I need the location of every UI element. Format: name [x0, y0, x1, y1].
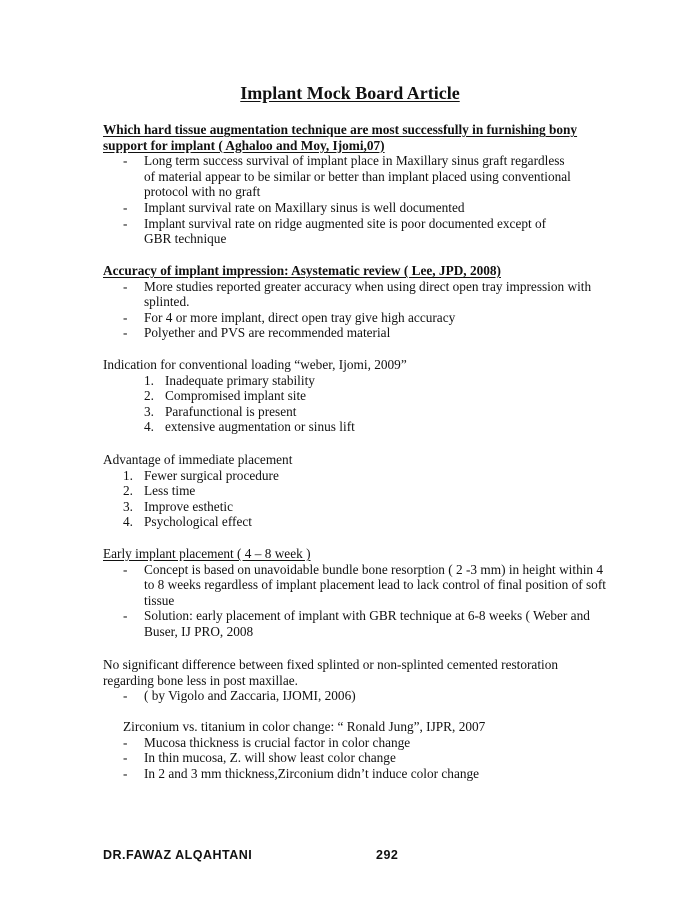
- list-item: [103, 325, 613, 341]
- dash-bullet: -: [123, 325, 128, 341]
- footer-page-number: 292: [376, 848, 399, 862]
- section-heading-line: support for implant ( Aghaloo and Moy, Ijomi,07): [103, 137, 385, 153]
- list-number: 2.: [144, 388, 154, 404]
- list-number: 2.: [123, 483, 133, 499]
- list-item: [103, 514, 623, 530]
- dash-bullet: -: [123, 561, 128, 577]
- dash-bullet: -: [123, 199, 128, 215]
- footer-author: DR.FAWAZ ALQAHTANI: [103, 848, 253, 862]
- dash-bullet: -: [123, 608, 128, 624]
- page-title: Implant Mock Board Article: [240, 83, 460, 103]
- list-item: [103, 468, 623, 484]
- dash-bullet: -: [123, 688, 128, 704]
- list-number: 4.: [123, 514, 133, 530]
- section-heading: [103, 122, 623, 153]
- list-number: 3.: [123, 498, 133, 514]
- section-zirconium-vs-titanium: [103, 719, 623, 781]
- list-item: [103, 153, 573, 200]
- dash-bullet: -: [123, 734, 128, 750]
- dash-bullet: -: [123, 215, 128, 231]
- list-item-text: Polyether and PVS are recommended material: [144, 325, 391, 341]
- list-number: 4.: [144, 419, 154, 435]
- list-number: 1.: [144, 372, 154, 388]
- list-item: [103, 200, 573, 216]
- list-item: [103, 310, 613, 326]
- section-heading: Advantage of immediate placement: [103, 452, 293, 467]
- bullet-list: [103, 279, 613, 341]
- list-item-text: Compromised implant site: [165, 388, 307, 404]
- list-item: [103, 279, 613, 310]
- section-heading: Zirconium vs. titanium in color change: “ Ronald Jung”, IJPR, 2007: [123, 719, 486, 734]
- list-item: [103, 562, 613, 609]
- list-number: 1.: [123, 467, 133, 483]
- dash-bullet: -: [123, 750, 128, 766]
- section-immediate-placement: [103, 452, 623, 530]
- list-item-text: Fewer surgical procedure: [144, 467, 279, 483]
- numbered-list: [103, 373, 623, 435]
- bullet-list: [103, 735, 623, 782]
- list-item-text: Implant survival rate on ridge augmented site is poor documented except of GBR technique: [144, 215, 547, 247]
- dash-bullet: -: [123, 278, 128, 294]
- list-item-text: Parafunctional is present: [165, 403, 297, 419]
- list-item-text: Long term success survival of implant place in Maxillary sinus graft regardless of material appear to be similar or better than implant placed using conventional protocol with no graft: [144, 153, 571, 200]
- list-item: [103, 419, 623, 435]
- list-item: [103, 216, 573, 247]
- list-item-text: Less time: [144, 483, 196, 499]
- list-item: [103, 388, 623, 404]
- list-item-text: In thin mucosa, Z. will show least color change: [144, 750, 396, 766]
- list-item: [103, 735, 623, 751]
- list-item-text: Inadequate primary stability: [165, 372, 315, 388]
- list-item: [103, 373, 623, 389]
- list-item-text: For 4 or more implant, direct open tray give high accuracy: [144, 309, 456, 325]
- list-item: [103, 608, 613, 639]
- list-item-text: In 2 and 3 mm thickness,Zirconium didn’t induce color change: [144, 765, 480, 781]
- list-item: [103, 483, 623, 499]
- dash-bullet: -: [123, 765, 128, 781]
- section-conventional-loading: [103, 357, 623, 435]
- bullet-list: [103, 562, 613, 640]
- list-item-text: Implant survival rate on Maxillary sinus is well documented: [144, 199, 465, 215]
- list-item-text: More studies reported greater accuracy when using direct open tray impression with splinted.: [144, 278, 592, 310]
- section-heading-line: Which hard tissue augmentation technique are most successfully in furnishing bony: [103, 122, 578, 137]
- list-item: [103, 766, 623, 782]
- dash-bullet: -: [123, 153, 128, 169]
- section-heading: Accuracy of implant impression: Asystematic review ( Lee, JPD, 2008): [103, 263, 501, 278]
- bullet-list: [103, 688, 583, 704]
- section-heading: Early implant placement ( 4 – 8 week ): [103, 546, 311, 561]
- list-item-text: Improve esthetic: [144, 498, 233, 514]
- section-heading: Indication for conventional loading “weber, Ijomi, 2009”: [103, 357, 407, 372]
- section-early-implant-placement: [103, 546, 623, 640]
- section-splinted-restoration: [103, 657, 583, 704]
- list-item-text: Concept is based on unavoidable bundle bone resorption ( 2 -3 mm) in height within 4 to 8 weeks regardless of implant placement lead to lack control of final position of soft tissue: [144, 561, 606, 608]
- list-item-text: extensive augmentation or sinus lift: [165, 419, 355, 435]
- section-hard-tissue-augmentation: [103, 122, 623, 247]
- section-heading: No significant difference between fixed splinted or non-splinted cemented restoration regarding bone less in post maxillae.: [103, 657, 559, 688]
- numbered-list: [103, 468, 623, 530]
- dash-bullet: -: [123, 309, 128, 325]
- list-item-text: Solution: early placement of implant with GBR technique at 6-8 weeks ( Weber and Buser, IJ PRO, 2008: [144, 608, 590, 639]
- list-item-text: ( by Vigolo and Zaccaria, IJOMI, 2006): [144, 688, 356, 704]
- section-implant-impression-accuracy: [103, 263, 623, 341]
- list-item: [103, 688, 583, 704]
- bullet-list: [103, 153, 573, 247]
- list-item-text: Psychological effect: [144, 514, 252, 530]
- list-number: 3.: [144, 403, 154, 419]
- list-item: [103, 499, 623, 515]
- list-item: [103, 750, 623, 766]
- list-item: [103, 404, 623, 420]
- list-item-text: Mucosa thickness is crucial factor in color change: [144, 734, 411, 750]
